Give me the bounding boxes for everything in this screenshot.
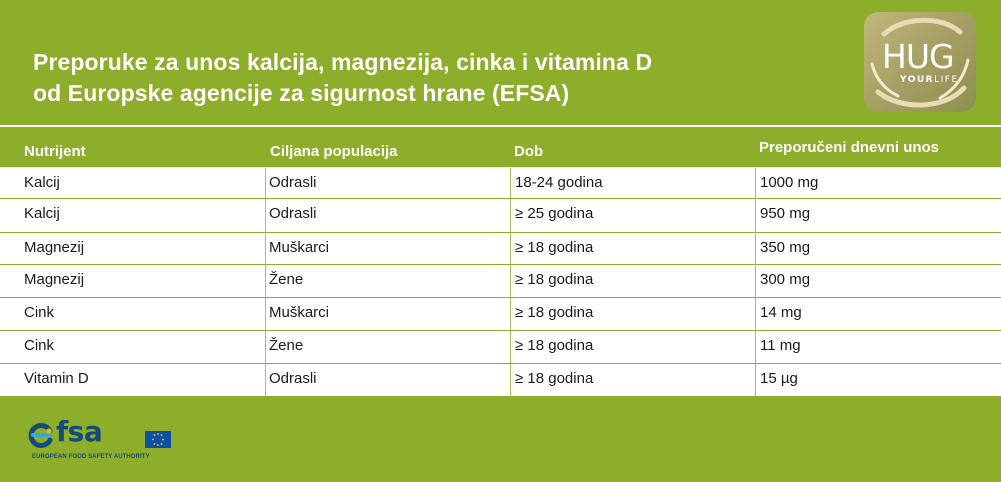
cell-nutrient: Magnezij [24, 239, 85, 256]
header-age: Dob [514, 143, 544, 160]
cell-age: ≥ 18 godina [510, 233, 755, 264]
cell-nutrient: Cink [24, 304, 55, 321]
header [0, 0, 1001, 125]
nutrient-table [0, 127, 1001, 387]
page-title-line2: od Europske agencije za sigurnost hrane (EFSA) [33, 80, 570, 106]
table-row [0, 199, 1001, 233]
hug-your-life-logo-icon [864, 12, 976, 112]
cell-intake: 1000 mg [755, 168, 1001, 198]
page-title-line1: Preporuke za unos kalcija, magnezija, cinka i vitamina D [33, 49, 653, 75]
table-body [0, 167, 1001, 397]
cell-age: ≥ 18 godina [510, 298, 755, 330]
page-title [33, 47, 652, 109]
efsa-subtitle: EUROPEAN FOOD SAFETY AUTHORITY [32, 454, 150, 460]
eu-flag-icon [145, 431, 171, 448]
hug-logo-word: HUG [882, 37, 954, 76]
cell-nutrient: Cink [24, 337, 55, 354]
efsa-e-icon [28, 422, 54, 448]
table-row [0, 167, 1001, 199]
cell-age: ≥ 18 godina [510, 265, 755, 297]
header-nutrient: Nutrijent [24, 143, 86, 160]
table-row [0, 298, 1001, 331]
efsa-word: fsa [56, 415, 103, 448]
cell-intake: 300 mg [755, 265, 1001, 297]
table-row [0, 331, 1001, 364]
cell-intake: 350 mg [755, 233, 1001, 264]
table-row [0, 364, 1001, 397]
cell-nutrient: Vitamin D [24, 370, 89, 387]
cell-nutrient: Kalcij [24, 174, 60, 191]
cell-population: Odrasli [265, 199, 510, 232]
cell-population: Žene [265, 265, 510, 297]
cell-age: ≥ 18 godina [510, 364, 755, 396]
header-daily-intake: Preporučeni dnevni unos [759, 139, 940, 156]
table-row [0, 233, 1001, 265]
cell-nutrient: Kalcij [24, 205, 60, 222]
table-header [0, 127, 1001, 167]
cell-age: 18-24 godina [510, 168, 755, 198]
cell-intake: 950 mg [755, 199, 1001, 232]
efsa-logo-icon [28, 415, 188, 468]
table-row [0, 265, 1001, 298]
your-life-logo-text: YOURLIFE [900, 75, 959, 85]
header-population: Ciljana populacija [270, 143, 398, 160]
cell-intake: 11 mg [755, 331, 1001, 363]
cell-intake: 15 µg [755, 364, 1001, 396]
cell-intake: 14 mg [755, 298, 1001, 330]
cell-population: Žene [265, 331, 510, 363]
cell-age: ≥ 25 godina [510, 199, 755, 232]
cell-population: Odrasli [265, 364, 510, 396]
cell-population: Muškarci [265, 298, 510, 330]
cell-age: ≥ 18 godina [510, 331, 755, 363]
cell-nutrient: Magnezij [24, 271, 85, 288]
cell-population: Muškarci [265, 233, 510, 264]
cell-population: Odrasli [265, 168, 510, 198]
